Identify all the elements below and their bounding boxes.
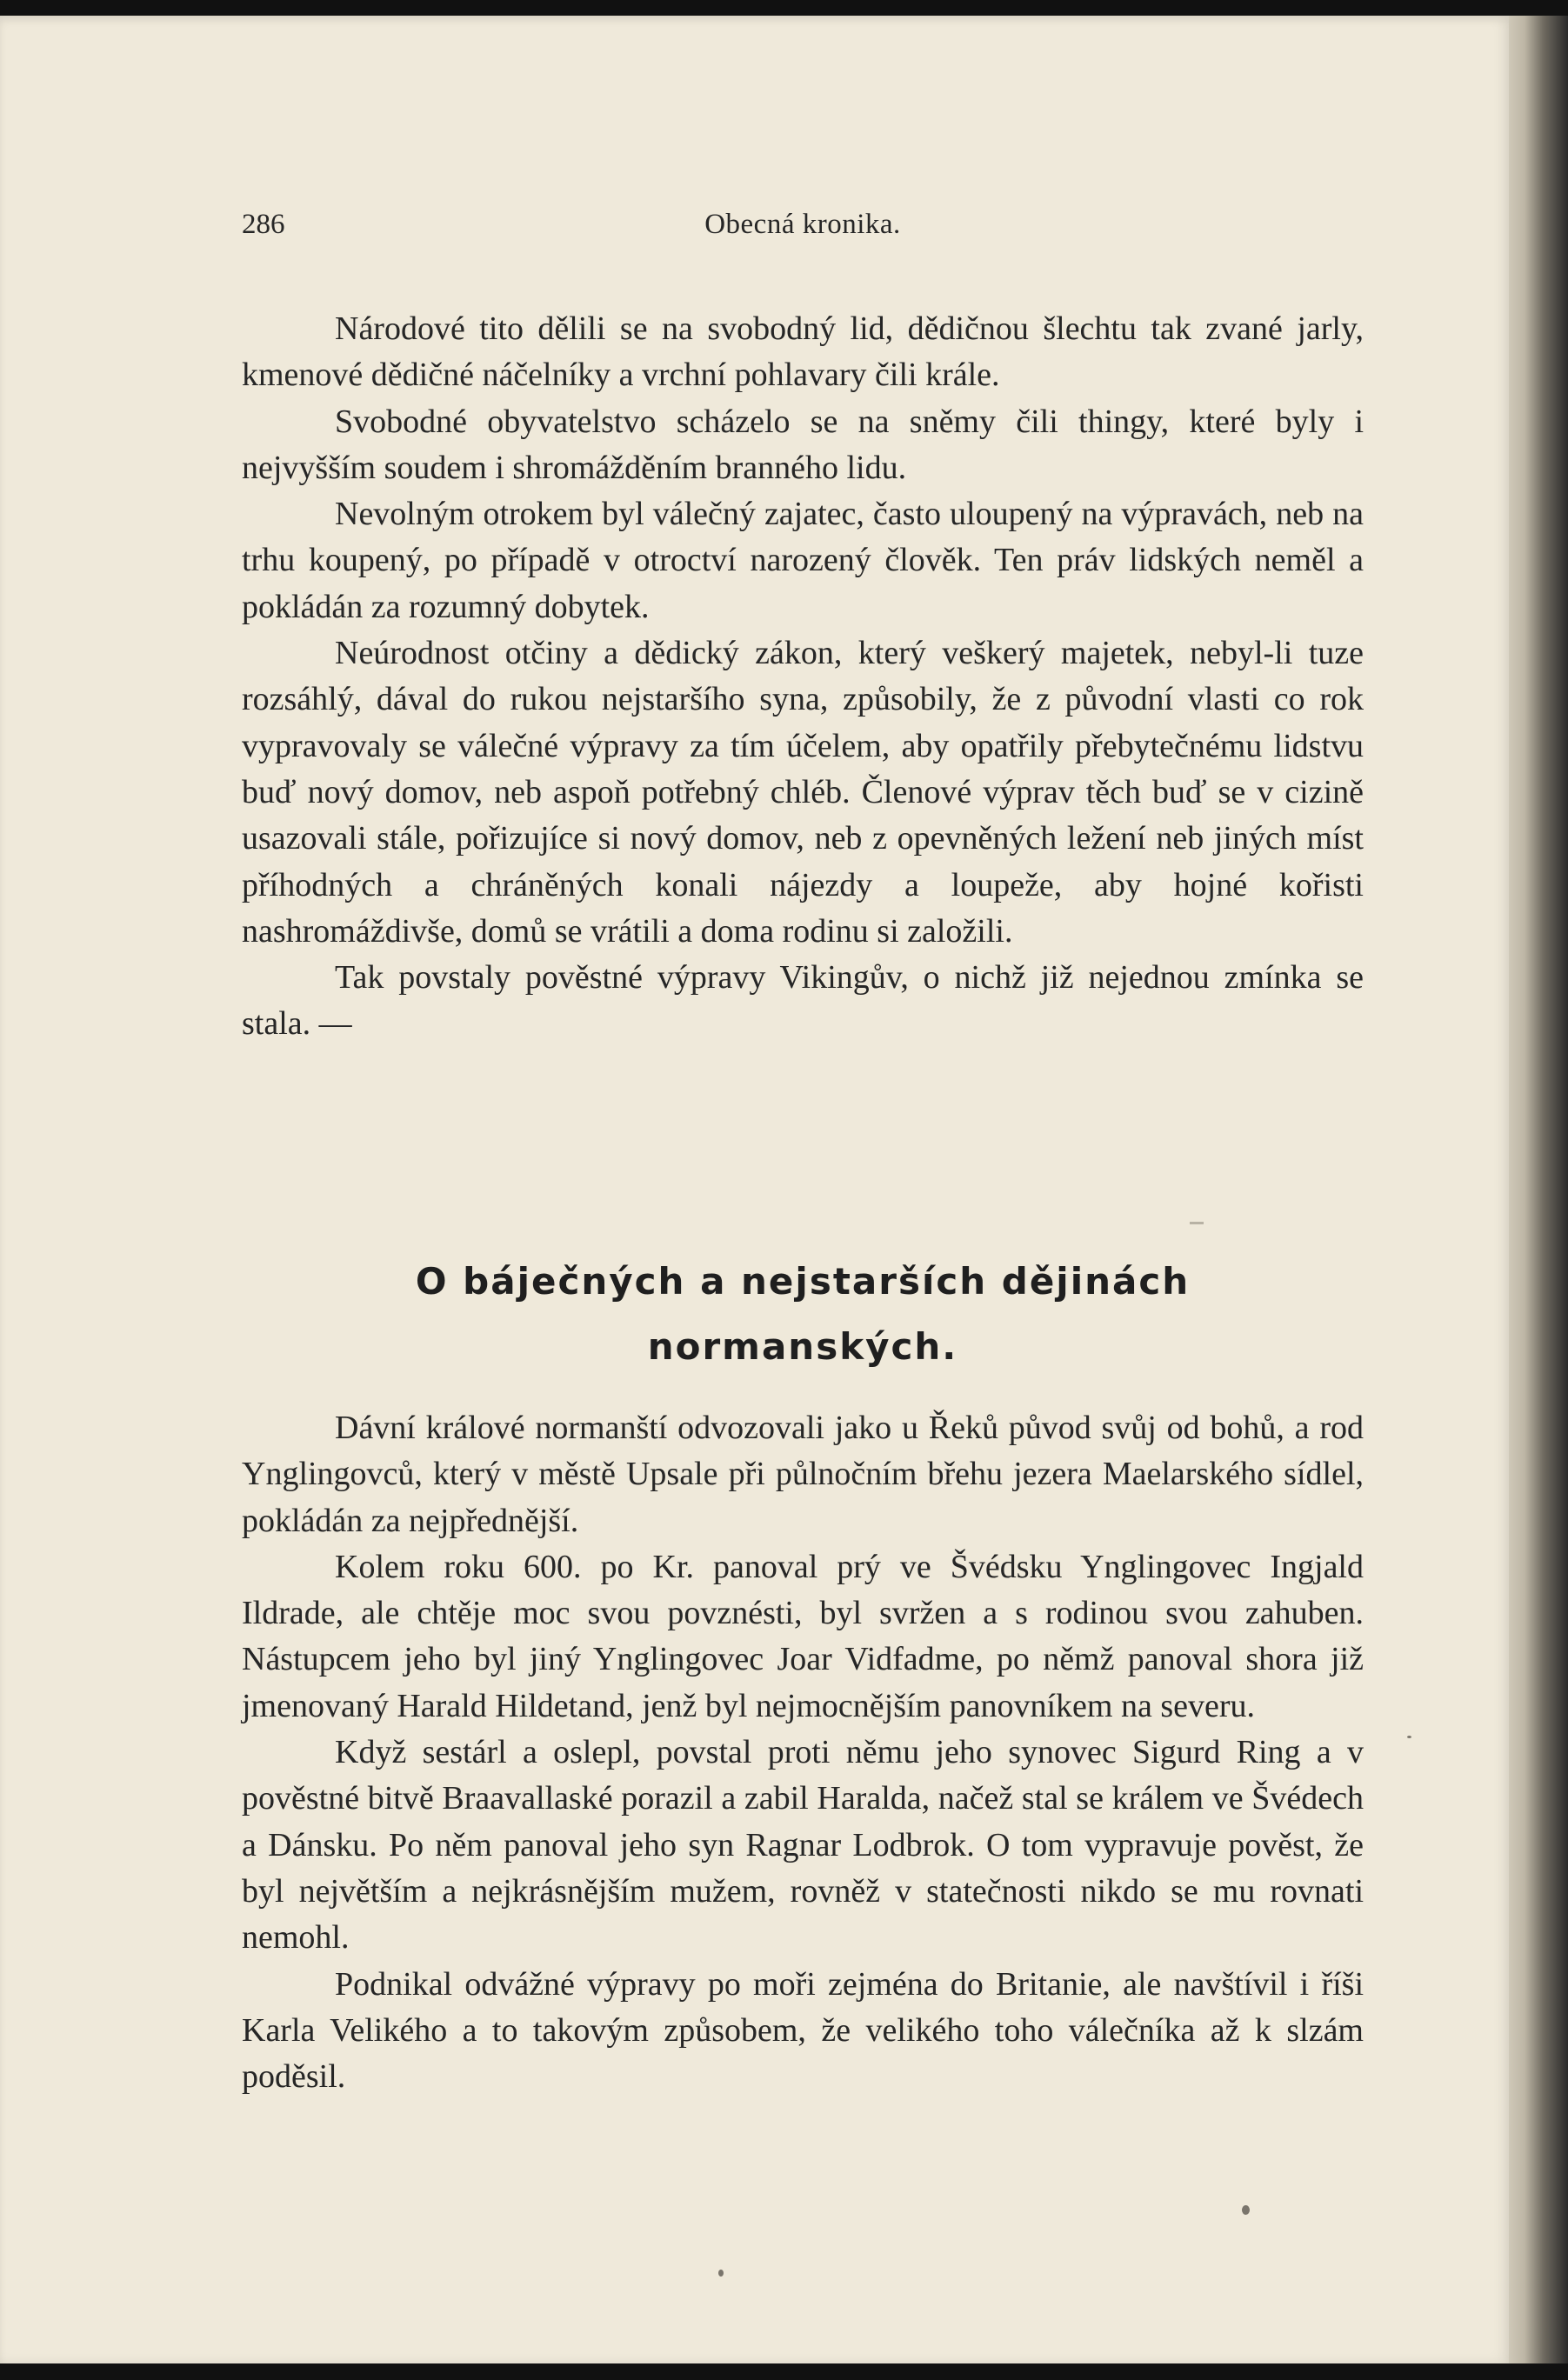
ink-speck — [718, 2270, 724, 2277]
section-title-line-1: O báječných a nejstarších dějinách — [415, 1260, 1191, 1303]
section-title-line-2: normanských. — [647, 1325, 958, 1368]
page-gutter-edge — [1509, 16, 1568, 2363]
ink-speck — [1407, 1736, 1411, 1738]
book-page — [0, 16, 1509, 2363]
paragraph: Neúrodnost otčiny a dědický zákon, který veškerý majetek, nebyl-li tuze rozsáhlý, dával do rukou nejstaršího syna, způsobily, že z původní vlasti co rok vypravovaly se válečné výpravy za tím účelem, aby opatřily přebytečnému lidstvu buď nový domov, neb aspoň potřebný chléb. Členové výprav těch buď se v cizině usazovali stále, pořizujíce si nový domov, neb z opevněných ležení neb jiných míst příhodných a chráněných konali nájezdy a loupeže, aby hojné kořisti nashromáždivše, domů se vrátili a doma rodinu si založili. — [242, 635, 1364, 950]
paragraph: Když sestárl a oslepl, povstal proti němu jeho synovec Sigurd Ring a v pověstné bitvě Braavallaské porazil a zabil Haralda, načež stal se králem ve Švédech a Dánsku. Po něm panoval jeho syn Ragnar Lodbrok. O tom vypravuje pověst, že byl největším a nejkrásnějším mužem, rovněž v statečnosti nikdo se mu rovnati nemohl. — [242, 1734, 1364, 1957]
paragraph: Podnikal odvážné výpravy po moři zejména do Britanie, ale navštívil i říši Karla Velikého a to takovým způsobem, že velikého toho válečníka až k slzám poděsil. — [242, 1965, 1364, 2096]
paragraph: Dávní králové normanští odvozovali jako u Řeků původ svůj od bohů, a rod Ynglingovců, který v městě Upsale při půlnočním břehu jezera Maelarského sídlel, pokládán za nejpřednější. — [242, 1410, 1364, 1539]
paragraph: Národové tito dělili se na svobodný lid, dědičnou šlechtu tak zvané jarly, kmenové dědičné náčelníky a vrchní pohlavary čili krále. — [242, 310, 1364, 394]
page-number: 286 — [242, 209, 285, 240]
section-norman-history — [242, 1405, 1364, 2100]
paragraph: Kolem roku 600. po Kr. panoval prý ve Švédsku Ynglingovec Ingjald Ildrade, ale chtěje moc svou povznésti, byl svržen a s rodinou svou zahuben. Nástupcem jeho byl jiný Ynglingovec Joar Vidfadme, po němž panoval shora již jmenovaný Harald Hildetand, jenž byl nejmocnějším panovníkem na severu. — [242, 1548, 1364, 1724]
paragraph: Nevolným otrokem byl válečný zajatec, často uloupený na výpravách, neb na trhu koupený, po případě v otroctví narozený člověk. Ten práv lidských neměl a pokládán za rozumný dobytek. — [242, 496, 1364, 625]
section-title — [242, 1249, 1364, 1379]
scan-bottom-border — [0, 2363, 1568, 2380]
paragraph: Tak povstaly pověstné výpravy Vikingův, o nichž již nejednou zmínka se stala. — — [242, 959, 1364, 1043]
section-vikings-society — [242, 306, 1364, 1048]
running-head: Obecná kronika. — [704, 209, 901, 240]
paragraph: Svobodné obyvatelstvo scházelo se na sněmy čili thingy, které byly i nejvyšším soudem i shromážděním branného lidu. — [242, 403, 1364, 486]
ink-speck — [1242, 2205, 1250, 2215]
scan-top-border — [0, 0, 1568, 16]
page-header — [242, 209, 1364, 252]
print-mark — [1190, 1222, 1204, 1224]
